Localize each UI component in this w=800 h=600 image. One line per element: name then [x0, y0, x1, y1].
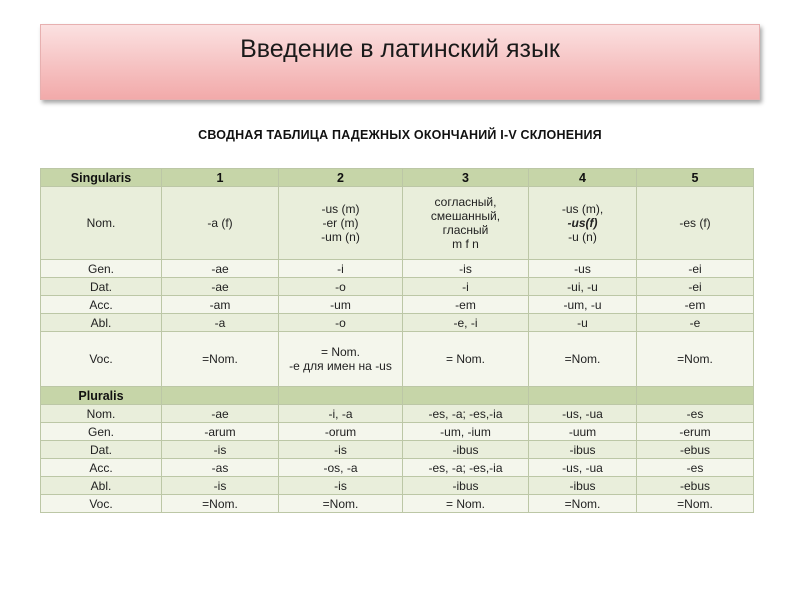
- table-cell: [529, 187, 637, 260]
- column-header: 4: [529, 169, 637, 187]
- table-cell: =Nom.: [529, 332, 637, 387]
- table-cell: -uum: [529, 423, 637, 441]
- case-label: Acc.: [41, 459, 162, 477]
- table-cell: = Nom.: [403, 332, 529, 387]
- cell-line: -um (n): [321, 230, 360, 244]
- table-cell: -ae: [162, 278, 279, 296]
- case-label: Abl.: [41, 314, 162, 332]
- table-cell: -um: [279, 296, 403, 314]
- table-cell: -ebus: [637, 477, 754, 495]
- table-cell: -am: [162, 296, 279, 314]
- table-cell: -i: [279, 260, 403, 278]
- table-cell: =Nom.: [279, 495, 403, 513]
- table-cell: -is: [162, 441, 279, 459]
- table-cell: -arum: [162, 423, 279, 441]
- table-cell: -ibus: [529, 477, 637, 495]
- column-header: 3: [403, 169, 529, 187]
- cell-line: смешанный,: [430, 209, 501, 223]
- table-cell: =Nom.: [162, 332, 279, 387]
- plural-label: Pluralis: [41, 387, 162, 405]
- table-cell: -o: [279, 314, 403, 332]
- table-row: [41, 387, 754, 405]
- table-cell: -es (f): [637, 187, 754, 260]
- table-cell: [279, 332, 403, 387]
- table-cell: -es, -a; -es,-ia: [403, 459, 529, 477]
- table-cell: -em: [403, 296, 529, 314]
- table-cell: = Nom.: [403, 495, 529, 513]
- table-cell: -is: [279, 477, 403, 495]
- table-cell: -um, -ium: [403, 423, 529, 441]
- table-cell: -um, -u: [529, 296, 637, 314]
- cell-line: m f n: [452, 237, 479, 251]
- table-cell: -e, -i: [403, 314, 529, 332]
- table-row: [41, 314, 754, 332]
- case-label: Abl.: [41, 477, 162, 495]
- table-row: [41, 332, 754, 387]
- table-cell: -is: [403, 260, 529, 278]
- table-cell: =Nom.: [162, 495, 279, 513]
- table-cell: -os, -a: [279, 459, 403, 477]
- table-cell: -orum: [279, 423, 403, 441]
- table-cell: -u: [529, 314, 637, 332]
- column-header: 1: [162, 169, 279, 187]
- table-cell: -ae: [162, 405, 279, 423]
- slide-title-box: [40, 24, 760, 100]
- table-cell: -ui, -u: [529, 278, 637, 296]
- table-cell: =Nom.: [637, 332, 754, 387]
- empty-cell: [403, 387, 529, 405]
- case-label: Gen.: [41, 260, 162, 278]
- singular-label: Singularis: [41, 169, 162, 187]
- table-cell: -em: [637, 296, 754, 314]
- table-cell: [403, 187, 529, 260]
- table-cell: =Nom.: [637, 495, 754, 513]
- table-cell: [279, 187, 403, 260]
- table-cell: -i, -a: [279, 405, 403, 423]
- table-cell: -a: [162, 314, 279, 332]
- table-cell: -us, -ua: [529, 405, 637, 423]
- column-header: 5: [637, 169, 754, 187]
- case-label: Dat.: [41, 441, 162, 459]
- cell-line: = Nom.: [320, 345, 360, 359]
- table-cell: -is: [279, 441, 403, 459]
- table-caption: СВОДНАЯ ТАБЛИЦА ПАДЕЖНЫХ ОКОНЧАНИЙ I-V СКЛОНЕНИЯ: [198, 128, 602, 142]
- empty-cell: [529, 387, 637, 405]
- table-row: [41, 459, 754, 477]
- table-cell: -i: [403, 278, 529, 296]
- table-cell: -o: [279, 278, 403, 296]
- table-cell: =Nom.: [529, 495, 637, 513]
- empty-cell: [162, 387, 279, 405]
- cell-line: -u (n): [568, 230, 597, 244]
- table-cell: -a (f): [162, 187, 279, 260]
- table-cell: -es, -a; -es,-ia: [403, 405, 529, 423]
- slide-title: Введение в латинский язык: [240, 35, 560, 63]
- cell-line: -us(f): [567, 216, 598, 230]
- table-cell: -es: [637, 459, 754, 477]
- table-row: [41, 260, 754, 278]
- table-cell: -ibus: [529, 441, 637, 459]
- table-cell: -e: [637, 314, 754, 332]
- table-cell: -ei: [637, 278, 754, 296]
- table-cell: -us, -ua: [529, 459, 637, 477]
- table-row: [41, 423, 754, 441]
- table-cell: -erum: [637, 423, 754, 441]
- table-cell: -ibus: [403, 441, 529, 459]
- empty-cell: [279, 387, 403, 405]
- case-label: Dat.: [41, 278, 162, 296]
- table-row: [41, 477, 754, 495]
- table-cell: -as: [162, 459, 279, 477]
- table-row: [41, 405, 754, 423]
- table-row: [41, 187, 754, 260]
- case-label: Acc.: [41, 296, 162, 314]
- cell-line: гласный: [442, 223, 489, 237]
- table-cell: -ebus: [637, 441, 754, 459]
- table-row: [41, 296, 754, 314]
- table-cell: -us: [529, 260, 637, 278]
- table-row: [41, 169, 754, 187]
- table-row: [41, 278, 754, 296]
- case-label: Voc.: [41, 495, 162, 513]
- table-cell: -ae: [162, 260, 279, 278]
- cell-line: -e для имен на -us: [289, 359, 392, 373]
- table-row: [41, 495, 754, 513]
- case-label: Voc.: [41, 332, 162, 387]
- table-row: [41, 441, 754, 459]
- empty-cell: [637, 387, 754, 405]
- case-label: Nom.: [41, 405, 162, 423]
- cell-line: -us (m): [321, 202, 360, 216]
- column-header: 2: [279, 169, 403, 187]
- case-label: Nom.: [41, 187, 162, 260]
- declension-table: [40, 168, 754, 513]
- cell-line: -us (m),: [561, 202, 604, 216]
- cell-line: согласный,: [434, 195, 497, 209]
- cell-line: -er (m): [322, 216, 359, 230]
- case-label: Gen.: [41, 423, 162, 441]
- table-cell: -es: [637, 405, 754, 423]
- table-cell: -ibus: [403, 477, 529, 495]
- table-cell: -is: [162, 477, 279, 495]
- table-cell: -ei: [637, 260, 754, 278]
